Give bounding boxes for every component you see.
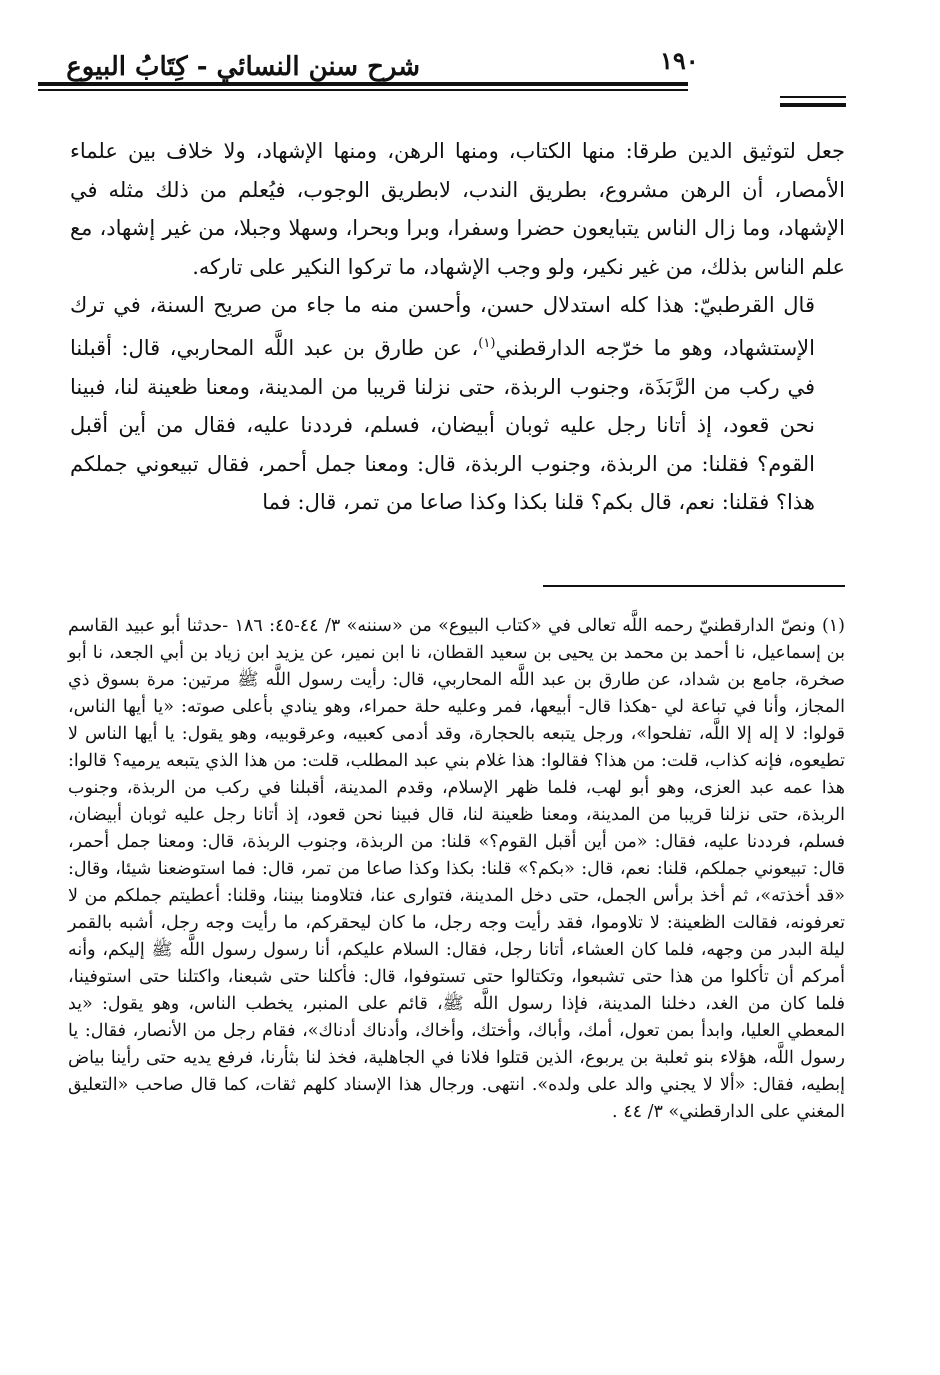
paragraph-2: [70, 286, 845, 522]
footnote-reference[interactable]: (١): [478, 335, 496, 351]
main-text: [70, 132, 845, 522]
footnote-paragraph: [68, 613, 845, 1126]
page-header: [40, 40, 900, 100]
page-number-rule-thick: [780, 103, 846, 107]
footnote-text: ونصّ الدارقطنيّ رحمه اللَّه تعالى في «كتاب البيوع» من «سننه» ٣/ ٤٤-٤٥: ١٨٦ -حدثنا أبو عبيد القاسم بن إسماعيل، نا أحمد بن محمد بن يحيى بن سعيد القطان، نا ابن نمير، عن يزيد ابن زياد بن أبي الجعد، نا أبو صخرة، جامع بن شداد، عن طارق بن عبد اللَّه المحاربي، قال: رأيت رسول اللَّه ﷺ مرتين: مرة بسوق ذي المجاز، وأنا في تباعة لي -هكذا قال- أبيعها، فمر وعليه حلة حمراء، وهو ينادي بأعلى صوته: «يا أيها الناس، قولوا: لا إله إلا اللَّه، تفلحوا»، ورجل يتبعه بالحجارة، وقد أدمى كعبيه، وعرقوبيه، وهو يقول: يا أيها الناس لا تطيعوه، فإنه كذاب، قلت: من هذا؟ فقالوا: هذا غلام بني عبد المطلب، قلت: من هذا الذي يتبعه يرميه؟ قالوا: هذا عمه عبد العزى، وهو أبو لهب، فلما ظهر الإسلام، وقدم المدينة، أقبلنا في ركب من الربذة، وجنوب الربذة، حتى نزلنا قريبا من المدينة، ومعنا ظعينة لنا، قال فبينا نحن قعود، إذ أتانا رجل عليه ثوبان أبيضان، فسلم، فرددنا عليه، فقال: «من أين أقبل القوم؟» قلنا: من الربذة، وجنوب الربذة، قال: ومعنا جمل أحمر، قال: تبيعوني جملكم، قلنا: نعم، قال: «بكم؟» قلنا: بكذا وكذا صاعا من تمر، قال: فما استوضعنا شيئا، وقال: «قد أخذته»، ثم أخذ برأس الجمل، حتى دخل المدينة، فتوارى عنا، فتلاومنا بيننا، وقلنا: أعطيتم جملكم من لا تعرفونه، فقالت الظعينة: لا تلاوموا، فقد رأيت وجه رجل، ما كان ليحقركم، ما رأيت وجه رجل، أشبه بالقمر ليلة البدر من وجهه، فلما كان العشاء، أتانا رجل، فقال: السلام عليكم، أنا رسول رسول اللَّه ﷺ إليكم، وأنه أمركم أن تأكلوا من هذا حتى تشبعوا، وتكتالوا حتى تستوفوا، قال: فأكلنا حتى شبعنا، واكتلنا حتى استوفينا، فلما كان من الغد، دخلنا المدينة، فإذا رسول اللَّه ﷺ، قائم على المنبر، يخطب الناس، وهو يقول: «يد المعطي العليا، وابدأ بمن تعول، أمك، وأباك، وأختك، وأخاك، وأدناك أدناك»، فقام رجل من الأنصار، فقال: يا رسول اللَّه، هؤلاء بنو ثعلبة بن يربوع، الذين قتلوا فلانا في الجاهلية، فخذ لنا بثأرنا، فرفع يديه حتى رأينا بياض إبطيه، فقال: «ألا لا يجني والد على ولده». انتهى. ورجال هذا الإسناد كلهم ثقات، كما قال صاحب «التعليق المغني على الدارقطني» ٣/ ٤٤ .: [68, 616, 845, 1122]
footnote-separator: [543, 585, 845, 587]
page-number: ١٩٠: [660, 46, 699, 75]
header-rule-thick: [38, 82, 688, 86]
running-title: شرح سنن النسائي - كِتَابُ البيوع: [66, 52, 420, 82]
page-number-rule-thin: [780, 96, 846, 98]
paragraph-2-part-2: ، عن طارق بن عبد اللَّه المحاربي، قال: أقبلنا في ركب من الرَّبَذَة، وجنوب الربذة، حتى نزلنا قريبا من المدينة، ومعنا ظعينة لنا، فبينا نحن قعود، إذ أتانا رجل عليه ثوبان أبيضان، فسلم، فرددنا عليه، فقال من أين أقبل القوم؟ فقلنا: من الربذة، وجنوب الربذة، قال: ومعنا جمل أحمر، فقال تبيعوني جملكم هذا؟ فقلنا: نعم، قال بكم؟ قلنا بكذا وكذا صاعا من تمر، قال: فما: [70, 335, 815, 515]
footnote-marker: (١): [821, 616, 845, 636]
header-rule-thin: [38, 89, 688, 91]
paragraph-1: جعل لتوثيق الدين طرقا: منها الكتاب، ومنها الرهن، ومنها الإشهاد، ولا خلاف بين علماء الأمصار، أن الرهن مشروع، بطريق الندب، لابطريق الوجوب، فيُعلم من ذلك مثله في الإشهاد، وما زال الناس يتبايعون حضرا وسفرا، وبرا وبحرا، وسهلا وجبلا، من غير إشهاد، مع علم الناس بذلك، من غير نكير، ولو وجب الإشهاد، ما تركوا النكير على تاركه.: [70, 139, 845, 279]
paragraph-2-part-1: قال القرطبيّ: هذا كله استدلال حسن، وأحسن منه ما جاء من صريح السنة، في ترك الإستشهاد، وهو ما خرّجه الدارقطني: [70, 293, 815, 360]
footnote: [68, 613, 845, 1126]
